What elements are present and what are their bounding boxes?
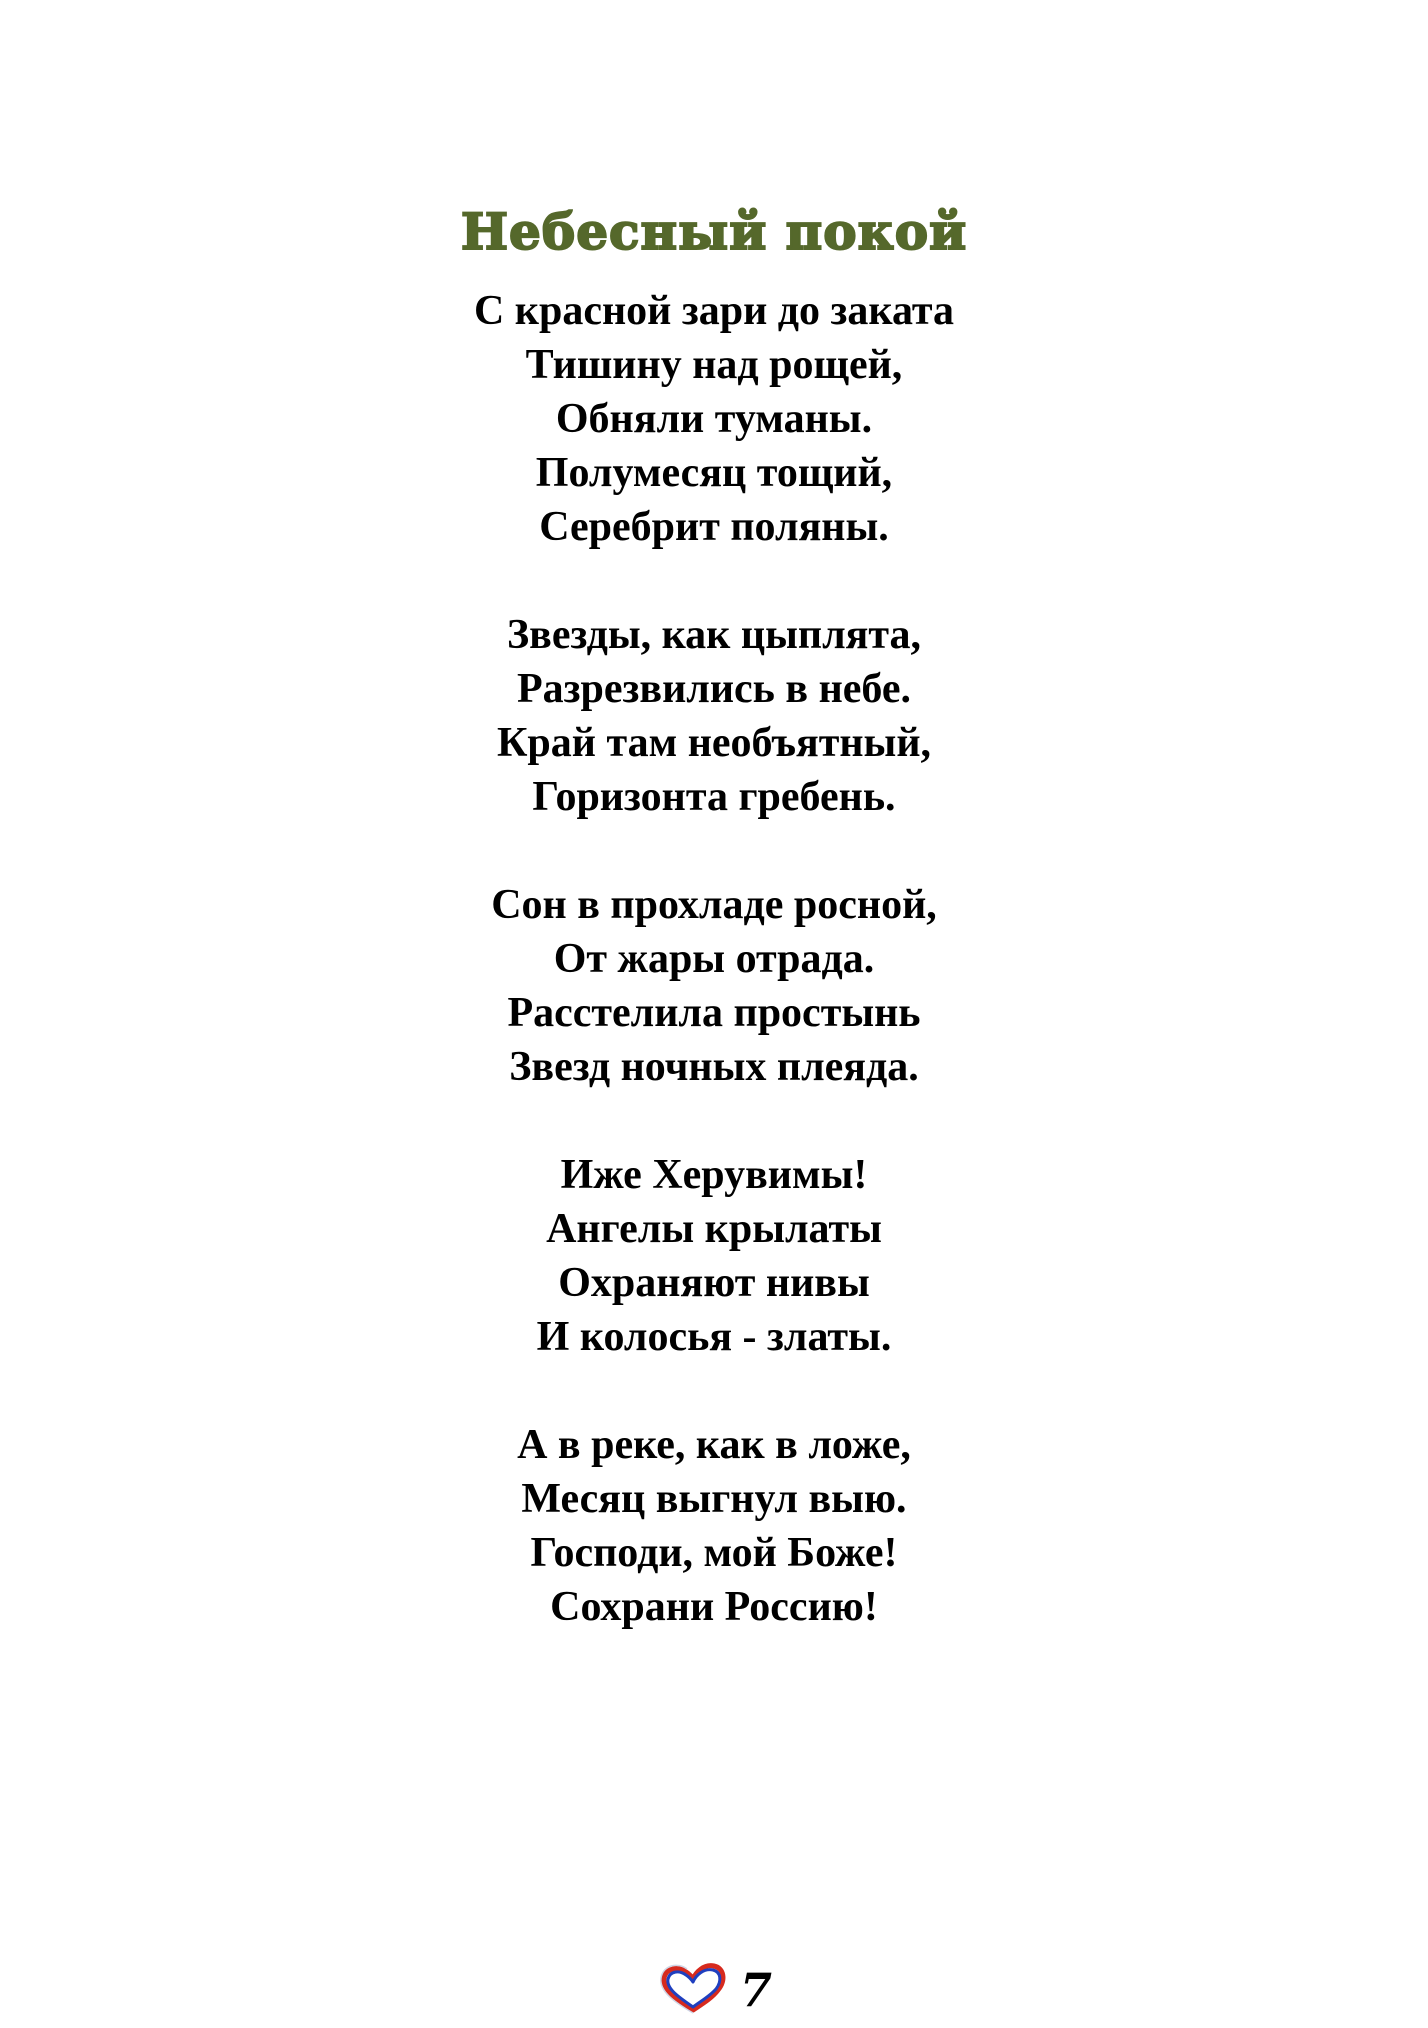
poem-line: Разрезвились в небе. [516,666,912,712]
stanza [0,1148,1428,1364]
poem-line: С красной зари до заката [473,288,955,334]
poem-line: Серебрит поляны. [539,504,889,550]
poem-title: Небесный покой [460,201,968,261]
poem-line: Звезд ночных плеяда. [509,1044,919,1090]
poem-line: Звезды, как цыплята, [506,612,922,658]
poem-line: Обняли туманы. [555,396,873,442]
poem-line: Полумесяц тощий, [535,450,893,496]
poem-line: Господи, мой Боже! [530,1530,898,1576]
poem-line: Расстелила простынь [507,990,921,1036]
poem-line: Ангелы крылаты [546,1206,882,1252]
stanza [0,1418,1428,1634]
poem-line: От жары отрада. [553,936,875,982]
poem-line: Сохрани Россию! [550,1584,878,1630]
poem-line: Горизонта гребень. [532,774,896,820]
stanza [0,878,1428,1094]
poem-line: Охраняют нивы [558,1260,870,1306]
poem-line: И колосья - златы. [536,1314,892,1360]
poem-line: Месяц выгнул выю. [521,1476,907,1522]
poem-body [0,284,1428,1688]
stanza [0,608,1428,824]
page-footer [650,1952,790,2022]
poem-line: Сон в прохладе росной, [491,882,937,928]
page-number: 7 [740,1963,773,2017]
poem-line: А в реке, как в ложе, [517,1422,911,1468]
poem-line: Иже Херувимы! [560,1152,868,1198]
poem-line: Край там необъятный, [496,720,932,766]
heart-icon [658,1960,728,2016]
poem-line: Тишину над рощей, [525,342,903,388]
stanza [0,284,1428,554]
